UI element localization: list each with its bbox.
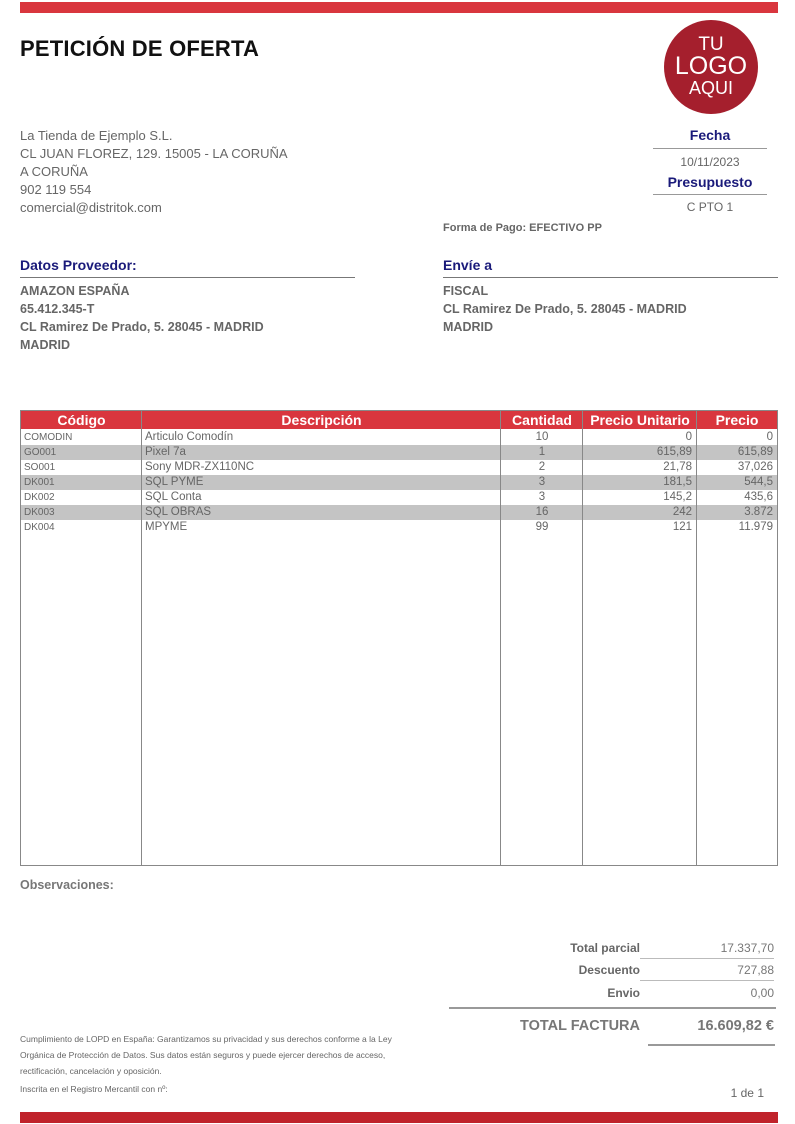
- cell-price: 37,026: [737, 461, 773, 473]
- company-city: A CORUÑA: [20, 164, 88, 179]
- company-phone: 902 119 554: [20, 182, 92, 197]
- cell-unit-price: 615,89: [656, 446, 692, 458]
- cell-description: SQL PYME: [145, 476, 204, 488]
- total-label: TOTAL FACTURA: [519, 1018, 640, 1034]
- cell-description: Pixel 7a: [145, 446, 186, 458]
- column-divider: [696, 411, 697, 865]
- top-accent-bar: [20, 2, 778, 13]
- fecha-label: Fecha: [689, 127, 731, 143]
- cell-quantity: 3: [538, 491, 546, 503]
- lopd-notice: [20, 1031, 425, 1079]
- cell-price: 435,6: [744, 491, 773, 503]
- cell-quantity: 1: [538, 446, 546, 458]
- supplier-tax-id: 65.412.345-T: [20, 302, 95, 316]
- page-number: 1 de 1: [730, 1086, 764, 1100]
- discount-divider: [640, 980, 774, 981]
- subtotal-divider: [640, 958, 774, 959]
- cell-code: DK001: [24, 477, 55, 488]
- cell-code: DK002: [24, 492, 55, 503]
- table-row: [21, 520, 777, 535]
- shipping-info: [443, 282, 687, 336]
- cell-quantity: 2: [538, 461, 546, 473]
- cell-quantity: 16: [535, 506, 549, 518]
- total-underline: [648, 1044, 775, 1046]
- payment-method: Forma de Pago: EFECTIVO PP: [443, 222, 602, 234]
- fecha-value: 10/11/2023: [680, 155, 740, 169]
- totals-divider: [449, 1007, 776, 1009]
- shipping-name: FISCAL: [443, 284, 489, 298]
- table-header: [21, 411, 777, 429]
- table-row: [21, 430, 777, 445]
- cell-description: Articulo Comodín: [145, 431, 234, 443]
- discount-value: 727,88: [737, 963, 774, 977]
- company-info: [20, 127, 288, 217]
- subtotal-label: Total parcial: [570, 941, 640, 955]
- shipping-address: CL Ramirez De Prado, 5. 28045 - MADRID: [443, 302, 687, 316]
- company-email: comercial@distritok.com: [20, 200, 162, 215]
- supplier-divider: [20, 277, 355, 278]
- header-codigo: Código: [57, 412, 106, 428]
- cell-code: SO001: [24, 462, 56, 473]
- logo-line-2: LOGO: [674, 52, 748, 80]
- shipping-divider: [443, 277, 778, 278]
- supplier-address: CL Ramirez De Prado, 5. 28045 - MADRID: [20, 320, 264, 334]
- presupuesto-value: C PTO 1: [686, 200, 734, 214]
- cell-quantity: 3: [538, 476, 546, 488]
- cell-code: COMODIN: [24, 432, 73, 443]
- company-address: CL JUAN FLOREZ, 129. 15005 - LA CORUÑA: [20, 146, 288, 161]
- cell-quantity: 99: [535, 521, 549, 533]
- cell-description: SQL OBRAS: [145, 506, 212, 518]
- subtotal-value: 17.337,70: [720, 941, 774, 955]
- cell-unit-price: 242: [672, 506, 692, 518]
- table-row: [21, 475, 777, 490]
- observations-label: Observaciones:: [20, 878, 114, 892]
- total-value: 16.609,82 €: [697, 1018, 774, 1034]
- registro-mercantil: Inscrita en el Registro Mercantil con nº:: [20, 1084, 168, 1094]
- cell-quantity: 10: [535, 431, 549, 443]
- company-name: La Tienda de Ejemplo S.L.: [20, 128, 173, 143]
- fecha-divider: [653, 148, 767, 149]
- cell-description: SQL Conta: [145, 491, 202, 503]
- column-divider: [141, 411, 142, 865]
- supplier-title: Datos Proveedor:: [20, 257, 137, 273]
- items-table: [20, 410, 778, 866]
- cell-price: 544,5: [744, 476, 773, 488]
- document-title: PETICIÓN DE OFERTA: [20, 36, 260, 61]
- cell-price: 615,89: [737, 446, 773, 458]
- bottom-accent-bar: [20, 1112, 778, 1123]
- supplier-name: AMAZON ESPAÑA: [20, 284, 130, 298]
- shipping-cost-value: 0,00: [750, 986, 774, 1000]
- cell-code: GO001: [24, 447, 57, 458]
- presupuesto-label: Presupuesto: [667, 174, 753, 190]
- table-row: [21, 460, 777, 475]
- supplier-info: [20, 282, 264, 354]
- cell-unit-price: 0: [685, 431, 692, 443]
- table-row: [21, 445, 777, 460]
- header-precio-unitario: Precio Unitario: [590, 412, 690, 428]
- discount-label: Descuento: [578, 963, 640, 977]
- cell-unit-price: 145,2: [663, 491, 692, 503]
- logo-line-3: AQUI: [688, 78, 733, 98]
- cell-unit-price: 181,5: [663, 476, 692, 488]
- table-row: [21, 490, 777, 505]
- shipping-cost-label: Envio: [607, 986, 640, 1000]
- header-precio: Precio: [715, 412, 759, 428]
- column-divider: [582, 411, 583, 865]
- table-row: [21, 505, 777, 520]
- cell-description: Sony MDR-ZX110NC: [145, 461, 255, 473]
- cell-price: 3.872: [744, 506, 773, 518]
- header-descripcion: Descripción: [281, 412, 362, 428]
- presupuesto-divider: [653, 194, 767, 195]
- cell-code: DK003: [24, 507, 55, 518]
- cell-unit-price: 121: [672, 521, 692, 533]
- column-divider: [500, 411, 501, 865]
- cell-description: MPYME: [145, 521, 188, 533]
- lopd-text: Cumplimiento de LOPD en España: Garantizamos su privacidad y sus derechos conforme a la Ley Orgánica de Protección de Datos. Sus datos están seguros y puede ejercer derechos de acceso, rectificación, cancelación y oposición.: [20, 1034, 392, 1076]
- supplier-city: MADRID: [20, 338, 70, 352]
- cell-unit-price: 21,78: [663, 461, 692, 473]
- logo-line-1: TU: [698, 34, 724, 55]
- header-cantidad: Cantidad: [512, 412, 572, 428]
- company-logo: [664, 20, 758, 114]
- cell-code: DK004: [24, 522, 55, 533]
- shipping-title: Envíe a: [443, 257, 493, 273]
- cell-price: 11.979: [738, 521, 773, 533]
- shipping-city: MADRID: [443, 320, 493, 334]
- cell-price: 0: [766, 431, 773, 443]
